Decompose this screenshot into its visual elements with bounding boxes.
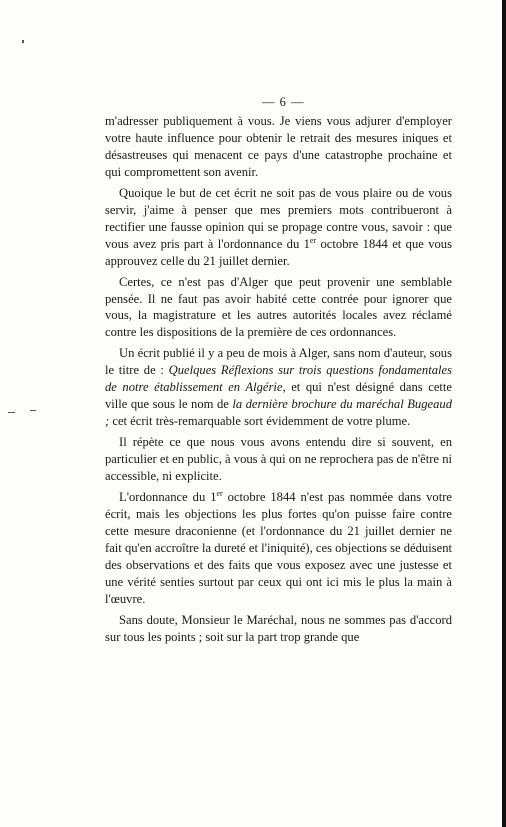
scan-speck (22, 40, 24, 43)
text-run: octobre 1844 et que vous approuvez celle du 21 juillet dernier. (105, 236, 453, 268)
text-run: Sans doute, Monsieur le Maréchal, nous ne sommes pas d'accord sur tous les points ; soit sur la part trop grande que (105, 612, 452, 644)
paragraph-p7 (105, 612, 452, 646)
text-run: Certes, ce n'est pas d'Alger que peut provenir une semblable pensée. Il ne faut pas avoir habité cette contrée pour ignorer que vous, la magistrature et les autres autorités locales avez réclamé contre les dispositions de la première de ces ordonnances. (105, 274, 452, 340)
scan-edge (502, 0, 506, 827)
text-run: et qui n'est désigné dans cette ville que sous le nom de (105, 380, 452, 412)
text-run: octobre 1844 n'est pas nommée dans votre écrit, mais les objections les plus fortes qu'on puisse faire contre cette mesure draconienne (et l'ordonnance du 21 juillet dernier ne fait qu'en accroître la dureté et l'iniquité), ces objections se déduisent des observations et des faits que vous exposez avec une justesse et une vérité senties surtout par ceux qui ont ici mis le plus la main à l'œuvre. (105, 490, 452, 606)
paragraph-p3 (105, 274, 452, 342)
scan-speck (8, 412, 15, 413)
paragraph-p1 (105, 113, 452, 181)
text-run: Quoique le but de cet écrit ne soit pas de vous plaire ou de vous servir, j'aime à penser que mes premiers mots contribueront à rectifier une fausse opinion qui se propage contre vous, savoir : que vous avez pris part à l'ordonnance du 1 (105, 185, 452, 251)
paragraph-p5 (105, 434, 452, 485)
text-run: L'ordonnance du 1 (119, 490, 217, 505)
text-run: Un écrit publié il y a peu de mois à Alger, sans nom d'auteur, sous le titre de : (105, 346, 452, 378)
text-run: m'adresser publiquement à vous. Je viens vous adjurer d'employer votre haute influence pour obtenir le retrait des mesures iniques et désastreuses qui menacent ce pays d'une catastrophe prochaine et qui compromettent son avenir. (105, 114, 452, 179)
scan-speck (30, 410, 36, 411)
italic-text: Quelques Réflexions sur trois questions fondamentales de notre établissement en Algérie, (105, 363, 452, 395)
text-run: cet écrit très-remarquable sort évidemment de votre plume. (109, 414, 411, 429)
body-text (105, 113, 452, 650)
italic-text: la dernière brochure du maréchal Bugeaud ; (105, 397, 452, 429)
superscript: er (216, 488, 223, 498)
paragraph-p6 (105, 489, 452, 608)
superscript: er (309, 235, 317, 245)
page-number: — 6 — (262, 95, 305, 109)
text-run: Il répète ce que nous vous avons entendu dire si souvent, en particulier et en public, à vous à qui on ne reprochera pas de n'être ni accessible, ni explicite. (105, 435, 452, 484)
paragraph-p2 (105, 185, 452, 270)
paragraph-p4 (105, 345, 452, 430)
